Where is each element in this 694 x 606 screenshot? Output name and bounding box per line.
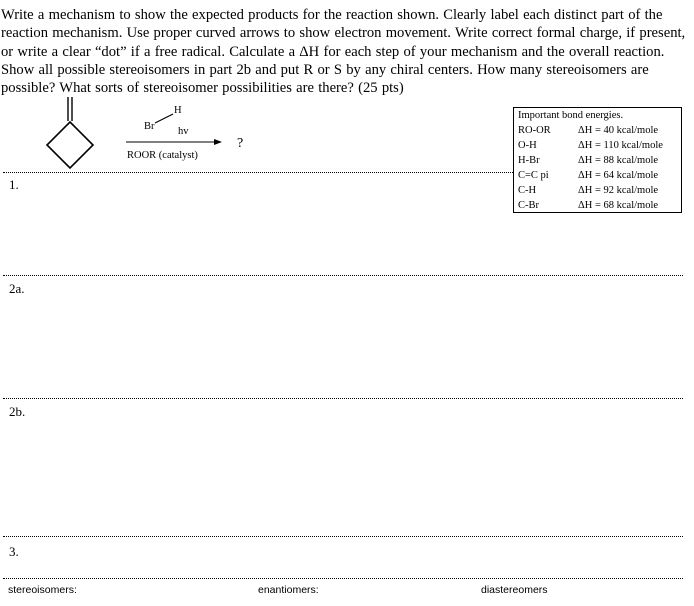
part-2a-label: 2a. [9,281,25,296]
reagent-h-label: H [174,105,182,116]
bond-row [514,138,683,153]
section-divider [3,578,683,579]
product-placeholder: ? [237,136,244,151]
bond-table-title: Important bond energies. [518,110,624,121]
part-2b-label: 2b. [9,404,26,419]
bond-energy: ΔH = 88 kcal/mole [578,155,659,166]
reaction-arrowhead [214,139,222,145]
bond-row [514,153,683,168]
instructions-text: Write a mechanism to show the expected products for the reaction shown. Clearly label each distinct part of the reaction mechanism. Use proper curved arrows to show electron movement. Write correct formal charge, if present, or write a clear “dot” if a free radical. Calculate a ΔH for each step of your mechanism and the overall reaction. Show all possible stereoisomers in part 2b and put R or S by any chiral centers. How many stereoisomers are possible? What sorts of stereoisomer possibilities are there? (25 pts) [1,7,686,97]
cyclobutane-ring [47,122,93,168]
bond-row [514,183,683,198]
enantiomers-field-label: enantiomers: [258,584,319,596]
section-divider [3,275,683,276]
bond-name: C=C pi [518,170,549,181]
bond-energy: ΔH = 64 kcal/mole [578,170,659,181]
bond-row [514,123,683,138]
catalyst-label: ROOR (catalyst) [127,150,198,161]
h-br-bond-line [155,114,173,123]
light-condition-label: hv [178,126,189,137]
diastereomers-field-label: diastereomers [481,584,548,596]
section-divider [3,398,683,399]
bond-energy: ΔH = 92 kcal/mole [578,185,659,196]
bond-energy: ΔH = 68 kcal/mole [578,200,659,211]
bond-energy-table [513,107,682,213]
bond-energy: ΔH = 40 kcal/mole [578,125,659,136]
reaction-scheme [0,95,300,175]
section-divider [3,536,683,537]
bond-name: C-H [518,185,537,196]
bond-row [514,198,683,213]
bond-name: C-Br [518,200,539,211]
bond-name: O-H [518,140,537,151]
bond-name: RO-OR [518,125,551,136]
bond-name: H-Br [518,155,540,166]
bond-row [514,168,683,183]
bond-energy: ΔH = 110 kcal/mole [578,140,663,151]
part-1-label: 1. [9,177,19,192]
part-3-label: 3. [9,544,19,559]
reagent-br-label: Br [144,121,155,132]
stereoisomers-field-label: stereoisomers: [8,584,77,596]
section-divider [3,172,513,173]
